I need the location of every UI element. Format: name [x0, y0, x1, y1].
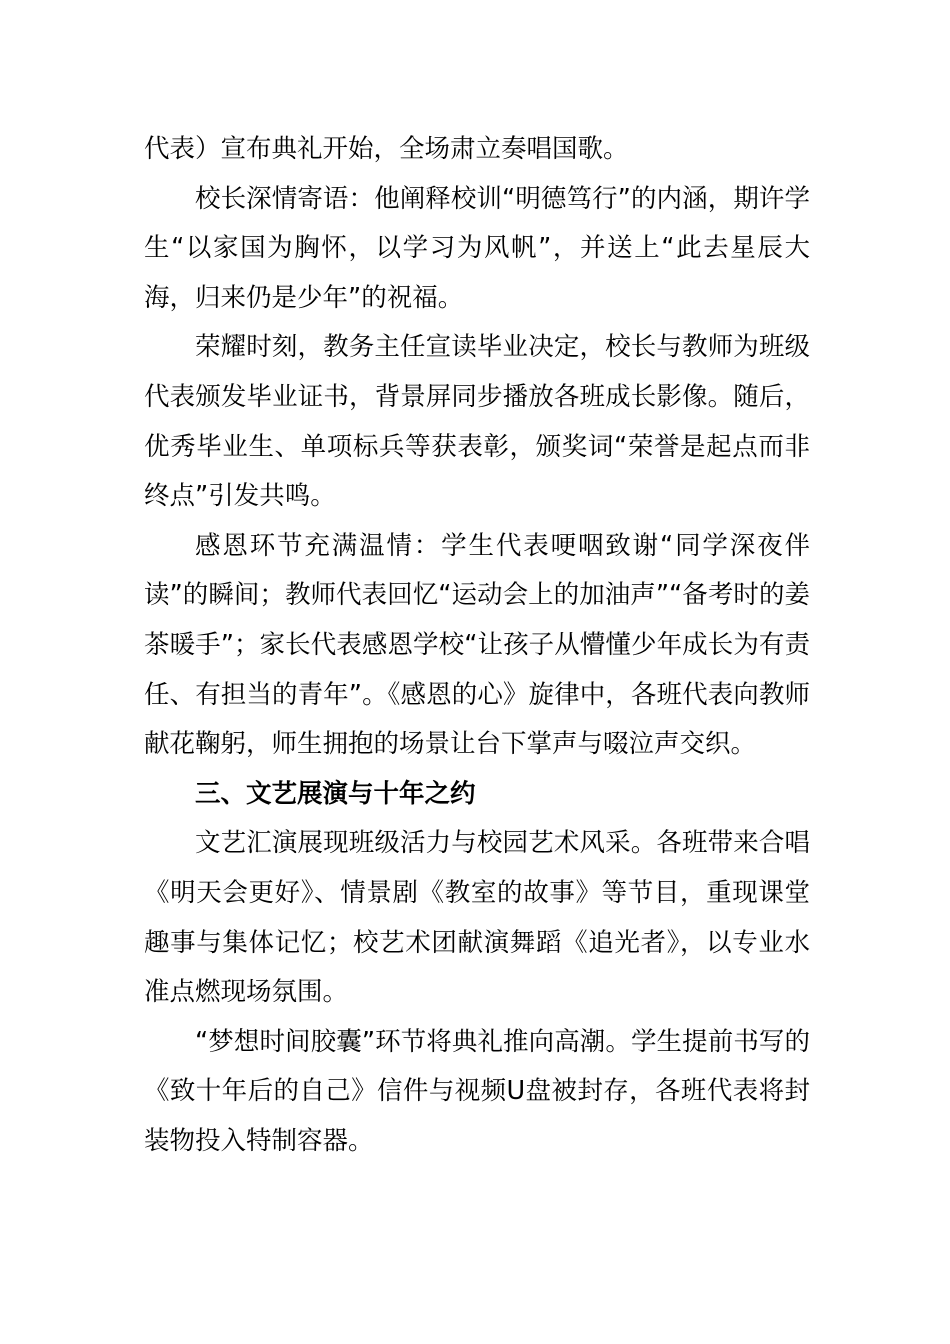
paragraph-time-capsule: “梦想时间胶囊”环节将典礼推向高潮。学生提前书写的《致十年后的自己》信件与视频U盘被封存，各班代表将封装物投入特制容器。	[144, 1026, 810, 1156]
paragraph-ceremony-start: 代表）宣布典礼开始，全场肃立奏唱国歌。	[144, 134, 629, 164]
paragraph-performance: 文艺汇演展现班级活力与校园艺术风采。各班带来合唱《明天会更好》、情景剧《教室的故事》等节目，重现课堂趣事与集体记忆；校艺术团献演舞蹈《追光者》，以专业水准点燃现场氛围。	[144, 828, 810, 1008]
paragraph-gratitude: 感恩环节充满温情：学生代表哽咽致谢“同学深夜伴读”的瞬间；教师代表回忆“运动会上的加油声”“备考时的姜茶暖手”；家长代表感恩学校“让孩子从懵懂少年成长为有责任、有担当的青年”。《感恩的心》旋律中，各班代表向教师献花鞠躬，师生拥抱的场景让台下掌声与啜泣声交织。	[144, 530, 810, 760]
paragraph-honor-moment: 荣耀时刻，教务主任宣读毕业决定，校长与教师为班级代表颁发毕业证书，背景屏同步播放各班成长影像。随后，优秀毕业生、单项标兵等获表彰，颁奖词“荣誉是起点而非终点”引发共鸣。	[144, 332, 810, 512]
body-text	[144, 125, 810, 1166]
paragraph-principal-speech: 校长深情寄语：他阐释校训“明德笃行”的内涵，期许学生“以家国为胸怀，以学习为风帆”，并送上“此去星辰大海，归来仍是少年”的祝福。	[144, 183, 810, 313]
section-heading: 三、文艺展演与十年之约	[195, 778, 476, 809]
